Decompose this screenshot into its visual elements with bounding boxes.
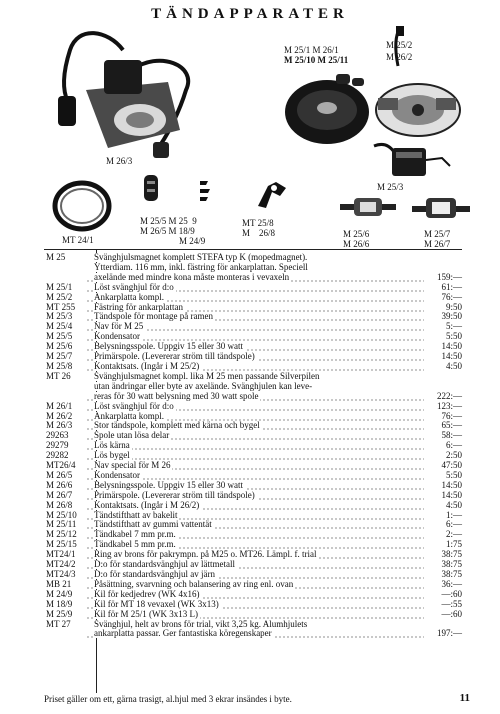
part-description (86, 550, 424, 560)
part-code: MT 27 (46, 618, 71, 629)
part-price: —:60 (441, 588, 462, 599)
part-price: 159:— (436, 271, 462, 282)
part-code: M 25/1 (46, 281, 73, 292)
primary-coil-figure (410, 196, 472, 222)
part-description (86, 501, 424, 511)
table-row (44, 312, 462, 322)
part-price: 14:50 (441, 479, 462, 490)
part-code: MB 21 (46, 578, 72, 589)
figure-label-m25-3: M 25/3 (377, 182, 404, 192)
part-code (44, 263, 86, 273)
figure-label-m25-6: M 25/6 (343, 229, 370, 239)
part-description-text: Ankarplatta kompl. (94, 411, 164, 421)
part-price: 38:75 (441, 569, 462, 579)
part-description (86, 312, 424, 322)
part-code: M 25/8 (46, 360, 73, 371)
table-row (44, 511, 462, 521)
part-description (86, 441, 424, 451)
part-code: M 26/5 (46, 469, 73, 480)
figure-label-m26-7: M 26/7 (424, 239, 451, 249)
lighting-coil-figure (338, 196, 398, 220)
part-price: 14:50 (441, 341, 462, 352)
part-price: 123:— (436, 400, 462, 411)
part-description (86, 303, 424, 313)
part-description-text: ankarplatta passar. Ger fantastiska köregenskaper (94, 629, 272, 639)
part-description (86, 620, 424, 630)
part-description (86, 520, 424, 530)
part-description-text: Lös kärna (94, 441, 130, 451)
part-description-text: Ytterdiam. 116 mm, inkl. fästring för ankarplattan. Speciell (94, 262, 308, 272)
part-description-text: Löst svänghjul för d:o (94, 282, 174, 292)
part-description (86, 332, 424, 342)
part-code: M 25/5 (46, 331, 73, 342)
table-row (44, 273, 462, 283)
figure-label-m26-2: M 26/2 (386, 52, 413, 62)
part-description (86, 511, 424, 521)
part-description-text: Primärspole. (Levererar ström till tändspole) (94, 352, 255, 362)
page-number: 11 (459, 692, 470, 704)
table-row (44, 392, 462, 402)
table-row (44, 382, 462, 392)
part-code: M 25/11 (46, 519, 77, 530)
figure-label-mt25-8: MT 25/8 (242, 218, 274, 228)
part-code: M 25/12 (46, 529, 77, 540)
part-description-text: Tändkabel 5 mm pr.m. (94, 540, 176, 550)
part-price: 6:— (445, 519, 462, 530)
table-row (44, 461, 462, 471)
part-description-text: reras för 30 watt belysning med 30 watt spole (94, 391, 259, 401)
figure-label-m26-5: M 26/5 M 18/9 (140, 226, 195, 236)
part-description-text: Kil för MT 18 vevaxel (WK 3x13) (94, 599, 219, 609)
table-row (44, 540, 462, 550)
part-price: 4:50 (445, 499, 462, 510)
figure-label-mt24-1: MT 24/1 (62, 235, 94, 245)
part-price: 76:— (441, 291, 462, 302)
part-code: MT 26 (46, 370, 71, 381)
part-price: 6:— (445, 440, 462, 451)
figure-label-m25-1-m26-1: M 25/1 M 26/1 (284, 45, 339, 55)
table-row (44, 283, 462, 293)
part-price: 58:— (441, 430, 462, 441)
part-description-text: Lös bygel (94, 451, 130, 461)
part-price: 5:50 (445, 469, 462, 480)
part-description (86, 629, 424, 639)
part-code: M 25/4 (46, 321, 73, 332)
part-price: 38:75 (441, 549, 462, 560)
part-code: M 26/1 (46, 400, 73, 411)
part-description-text: Tändstifthatt av bakelit (94, 510, 178, 520)
part-description-text: Påsättning, svarvning och balansering av ring enl. ovan (94, 579, 294, 589)
part-description (86, 590, 424, 600)
part-price: 5:50 (445, 331, 462, 342)
part-code: M 18/9 (46, 598, 73, 609)
part-code: M 25 (46, 252, 66, 262)
part-description-text: Nav special för M 26 (94, 461, 171, 471)
part-description-text: Belysningsspole. Uppgiv 15 eller 30 watt (94, 480, 243, 490)
part-price: 14:50 (441, 351, 462, 362)
part-price: 1:— (445, 509, 462, 520)
part-code: M 25/3 (46, 311, 73, 322)
part-description (86, 491, 424, 501)
part-description (86, 372, 424, 382)
part-price: 2:50 (445, 450, 462, 461)
part-description-text: Kondensator (94, 332, 140, 342)
part-description-text: utan ändringar eller byte av axelände. Svänghjulen kan leve- (94, 381, 313, 391)
table-row (44, 520, 462, 530)
table-row (44, 501, 462, 511)
part-description (86, 421, 424, 431)
table-row (44, 451, 462, 461)
table-row (44, 332, 462, 342)
part-price: 76:— (441, 410, 462, 421)
part-price (424, 372, 462, 382)
table-row (44, 421, 462, 431)
table-row (44, 560, 462, 570)
table-row (44, 352, 462, 362)
table-row (44, 620, 462, 630)
table-row (44, 322, 462, 332)
part-description (86, 412, 424, 422)
part-description (86, 352, 424, 362)
part-description-text: Ring av brons för pakrympn. på M25 o. MT26. Lämpl. f. trial (94, 550, 317, 560)
part-code: M 25/15 (46, 539, 77, 550)
figure-label-m24-9: M 24/9 (179, 236, 206, 246)
part-code: MT24/2 (46, 559, 76, 570)
part-code: M 26/7 (46, 489, 73, 500)
part-price: 39:50 (441, 311, 462, 322)
part-code: M 26/8 (46, 499, 73, 510)
part-description-text: Fästring för ankarplattan (94, 302, 183, 312)
figure-label-m25-5: M 25/5 M 25 9 (140, 216, 197, 226)
table-row (44, 253, 462, 263)
part-description-text: Nav för M 25 (94, 322, 144, 332)
table-row (44, 590, 462, 600)
part-description (86, 431, 424, 441)
table-row (44, 629, 462, 639)
table-row (44, 263, 462, 273)
part-code: MT 255 (46, 301, 76, 312)
part-description-text: Ankarplatta kompl. (94, 292, 164, 302)
part-description (86, 342, 424, 352)
part-price: 5:— (445, 321, 462, 332)
part-code: 29282 (46, 450, 69, 461)
part-description-text: Belysningsspole. Uppgiv 15 eller 30 watt (94, 342, 243, 352)
part-description (86, 530, 424, 540)
table-row (44, 580, 462, 590)
part-description (86, 382, 424, 392)
part-price: —:55 (441, 598, 462, 609)
part-description-text: Tändstifthatt av gummi vattentät (94, 520, 212, 530)
flywheel-figure (282, 68, 372, 148)
part-description-text: Tändkabel 7 mm pr.m. (94, 530, 176, 540)
table-row (44, 412, 462, 422)
table-row (44, 303, 462, 313)
part-description-text: Primärspole. (Levererar ström till tändspole) (94, 490, 255, 500)
part-description-text: Stor tändspole, komplett med kärna och bygel (94, 421, 260, 431)
part-code: M 25/10 (46, 509, 77, 520)
part-price: 36:— (441, 578, 462, 589)
part-description (86, 451, 424, 461)
table-row (44, 610, 462, 620)
part-description (86, 392, 424, 402)
table-row (44, 600, 462, 610)
ignition-coil-figure (48, 30, 198, 162)
part-description-text: Kondensator (94, 470, 140, 480)
part-code (44, 629, 86, 639)
part-code: M 25/2 (46, 291, 73, 302)
figure-label-m26-6: M 26/6 (343, 239, 370, 249)
part-price: —:60 (441, 608, 462, 619)
part-description (86, 273, 424, 283)
part-description (86, 540, 424, 550)
part-price: 2:— (445, 529, 462, 540)
figure-label-m25-7: M 25/7 (424, 229, 451, 239)
table-row (44, 570, 462, 580)
figure-label-m25-2: M 25/2 (386, 40, 413, 50)
table-row (44, 491, 462, 501)
part-description-text: Svänghjul, helt av brons för trial, vikt 3,25 kg. Alumhjulets (94, 619, 308, 629)
part-code (44, 382, 86, 392)
part-description (86, 560, 424, 570)
part-description-text: Tändspole för montage på ramen (94, 312, 213, 322)
part-price: 38:75 (441, 559, 462, 570)
part-description (86, 283, 424, 293)
part-price: 222:— (436, 390, 462, 401)
part-price: 4:50 (445, 360, 462, 371)
figure-label-m25-10-m25-11: M 25/10 M 25/11 (284, 55, 349, 65)
part-code: M 25/6 (46, 341, 73, 352)
table-row (44, 441, 462, 451)
table-row (44, 530, 462, 540)
contact-set-figure (252, 176, 292, 214)
part-price: 47:50 (441, 460, 462, 471)
part-description-text: Svänghjulsmagnet komplett STEFA typ K (mopedmagnet). (94, 253, 308, 262)
table-row (44, 342, 462, 352)
footer-note: Priset gäller om ett, gärna trasigt, al.hjul med 3 ekrar insändes i byte. (44, 694, 292, 704)
part-description-text: axelände med mindre kona måste monteras i vevaxeln (94, 272, 290, 282)
bronze-ring-figure (52, 180, 112, 232)
part-description (86, 471, 424, 481)
part-code: 29279 (46, 440, 69, 451)
table-row (44, 362, 462, 372)
part-description (86, 461, 424, 471)
part-code: 29263 (46, 430, 69, 441)
parts-price-table (44, 253, 462, 639)
part-description-text: D:o för standardsvänghjul av lättmetall (94, 560, 235, 570)
part-code: MT26/4 (46, 460, 76, 471)
part-price: 65:— (441, 420, 462, 431)
part-price (424, 253, 462, 263)
part-description (86, 570, 424, 580)
table-row (44, 431, 462, 441)
page-title: TÄNDAPPARATER (151, 6, 349, 22)
part-price: 197:— (436, 628, 462, 639)
part-code: M 26/2 (46, 410, 73, 421)
part-price: 9:50 (445, 301, 462, 312)
table-row (44, 293, 462, 303)
part-code: M 26/3 (46, 420, 73, 431)
part-description (86, 580, 424, 590)
part-code: M 25/7 (46, 351, 73, 362)
part-code: MT24/3 (46, 569, 76, 579)
part-description-text: Kontaktsats. (Ingår i M 26/2) (94, 500, 200, 510)
part-description-text: D:o för standardsvänghjul av järn (94, 570, 215, 579)
part-description (86, 293, 424, 303)
part-description-text: Löst svänghjul för d:o (94, 401, 174, 411)
condenser-and-keys-figure (140, 173, 220, 209)
table-row (44, 402, 462, 412)
part-description-text: Kontaktsats. (Ingår i M 25/2) (94, 361, 200, 371)
part-price: 14:50 (441, 489, 462, 500)
part-code: M 26/6 (46, 479, 73, 490)
figure-label-m26-3: M 26/3 (106, 156, 133, 166)
part-description (86, 610, 424, 620)
table-row (44, 481, 462, 491)
part-description (86, 362, 424, 372)
part-description (86, 263, 424, 273)
part-description-text: Kil för M 25/1 (WK 3x13 L) (94, 609, 198, 619)
part-description (86, 402, 424, 412)
figure-label-m26-8: M 26/8 (242, 228, 276, 238)
part-description (86, 253, 424, 263)
part-price: 61:— (441, 281, 462, 292)
part-code: MT24/1 (46, 549, 76, 560)
coil-figure (372, 140, 452, 182)
part-description (86, 322, 424, 332)
table-row (44, 471, 462, 481)
table-top-rule (44, 249, 462, 250)
part-code: M 24/9 (46, 588, 73, 599)
part-description-text: Spole utan lösa delar (94, 431, 170, 441)
part-description-text: Svänghjulsmagnet kompl. lika M 25 men passande Silverpilen (94, 371, 320, 381)
part-description (86, 600, 424, 610)
part-price: 1:75 (445, 539, 462, 550)
armature-plate-figure (368, 26, 473, 138)
part-code: M 25/9 (46, 608, 73, 619)
table-row (44, 550, 462, 560)
part-description-text: Kil för kedjedrev (WK 4x16) (94, 589, 200, 599)
table-row (44, 372, 462, 382)
part-description (86, 481, 424, 491)
